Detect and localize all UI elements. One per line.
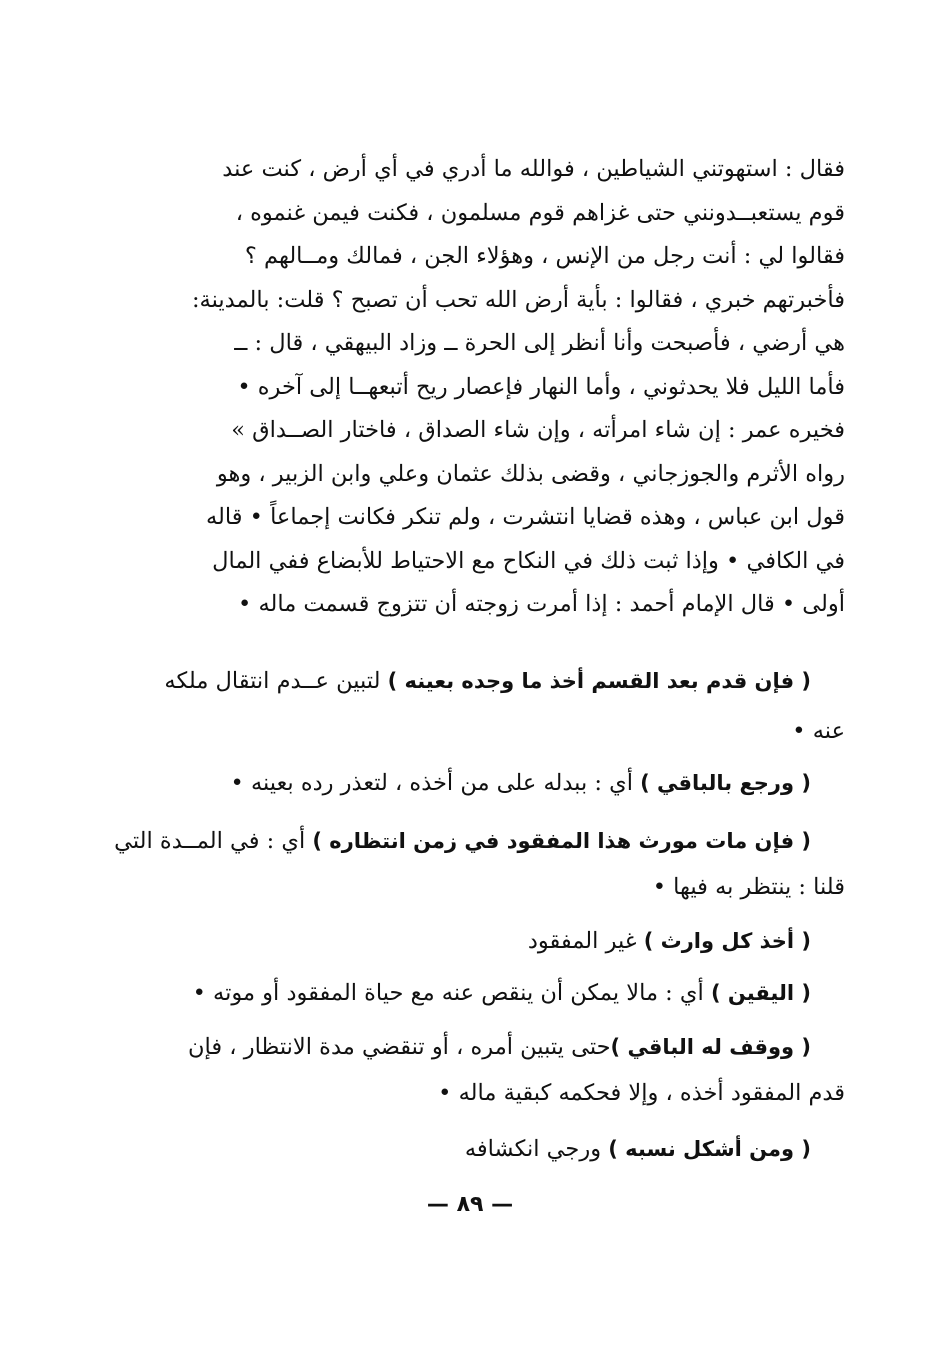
paragraph-remainder — [213, 772, 845, 816]
sharh-text: أي : مالا يمكن أن ينقص عنه مع حياة المفقود أو موته • — [192, 980, 711, 1006]
paragraph-continuation — [191, 156, 845, 637]
text-line — [114, 828, 845, 876]
sharh-text: غير المفقود — [527, 928, 644, 954]
text-line: فأما الليل فلا يحدثوني ، وأما النهار فإعصار ريح أتبعهــا إلى آخره • — [237, 374, 845, 400]
paragraph-return-after-division — [164, 668, 845, 764]
sharh-text: أي : ببدله على من أخذه ، لتعذر رده بعينه • — [230, 770, 641, 796]
text-line: هي أرضي ، فأصبحت وأنا أنظر إلى الحرة ــ وزاد البيهقي ، قال : ــ — [234, 330, 845, 356]
paragraph-certainty — [192, 980, 845, 1026]
paragraph-death-of-testator — [114, 828, 845, 920]
text-line: قدم المفقود أخذه ، وإلا فحكمه كبقية ماله • — [438, 1080, 845, 1106]
sharh-text: ورجي انكشافه — [464, 1136, 609, 1162]
matn-bold-phrase: ( ومن أشكل نسبه ) — [608, 1137, 811, 1161]
paragraph-reserved-remainder — [188, 1034, 845, 1126]
text-line — [213, 1138, 845, 1182]
text-line: عنه • — [792, 718, 845, 744]
matn-bold-phrase: ( ووقف له الباقي ) — [610, 1035, 811, 1059]
matn-bold-phrase: ( أخذ كل وارث ) — [643, 929, 811, 953]
matn-bold-phrase: ( فإن مات مورث هذا المفقود في زمن انتظاره ) — [312, 829, 811, 853]
text-line: أولى • قال الإمام أحمد : إذا أمرت زوجته أن تتزوج قسمت ماله • — [238, 591, 845, 617]
page-number: — ٨٩ — — [426, 1192, 514, 1217]
matn-bold-phrase: ( فإن قدم بعد القسم أخذ ما وجده بعينه ) — [387, 669, 811, 693]
text-line: رواه الأثرم والجوزجاني ، وقضى بذلك عثمان وعلي وابن الزبير ، وهو — [216, 461, 845, 487]
text-line — [213, 930, 845, 974]
text-line: قلنا : ينتظر به فيها • — [652, 874, 845, 900]
text-line — [213, 772, 845, 816]
text-line — [192, 980, 845, 1026]
paragraph-unclear-lineage — [213, 1138, 845, 1182]
text-line: في الكافي • وإذا ثبت ذلك في النكاح مع الاحتياط للأبضاع ففي المال — [212, 548, 845, 574]
paragraph-each-heir — [213, 930, 845, 974]
text-line: قول ابن عباس ، وهذه قضايا انتشرت ، ولم تنكر فكانت إجماعاً • قاله — [205, 504, 845, 530]
text-line: فقال : استهوتني الشياطين ، فوالله ما أدري في أي أرض ، كنت عند — [222, 156, 845, 182]
matn-bold-phrase: ( ورجع بالباقي ) — [640, 771, 811, 795]
text-line — [164, 668, 845, 720]
text-line: فخيره عمر : إن شاء امرأته ، وإن شاء الصداق ، فاختار الصــداق » — [231, 417, 845, 443]
matn-bold-phrase: ( اليقين ) — [710, 981, 811, 1005]
text-line — [188, 1034, 845, 1082]
text-line: قوم يستعبــدونني حتى غزاهم قوم مسلمون ، فكنت فيمن غنموه ، — [235, 200, 845, 226]
text-line: فقالوا لي : أنت رجل من الإنس ، وهؤلاء الجن ، فمالك ومــالهم ؟ — [244, 243, 845, 269]
text-line: فأخبرتهم خبري ، فقالوا : بأية أرض الله تحب أن تصبح ؟ قلت: بالمدينة: — [191, 287, 845, 313]
sharh-text: لتبين عــدم انتقال ملكه — [164, 668, 388, 694]
sharh-text: حتى يتبين أمره ، أو تنقضي مدة الانتظار ، فإن — [188, 1034, 611, 1060]
sharh-text: أي : في المــدة التي — [114, 828, 313, 854]
